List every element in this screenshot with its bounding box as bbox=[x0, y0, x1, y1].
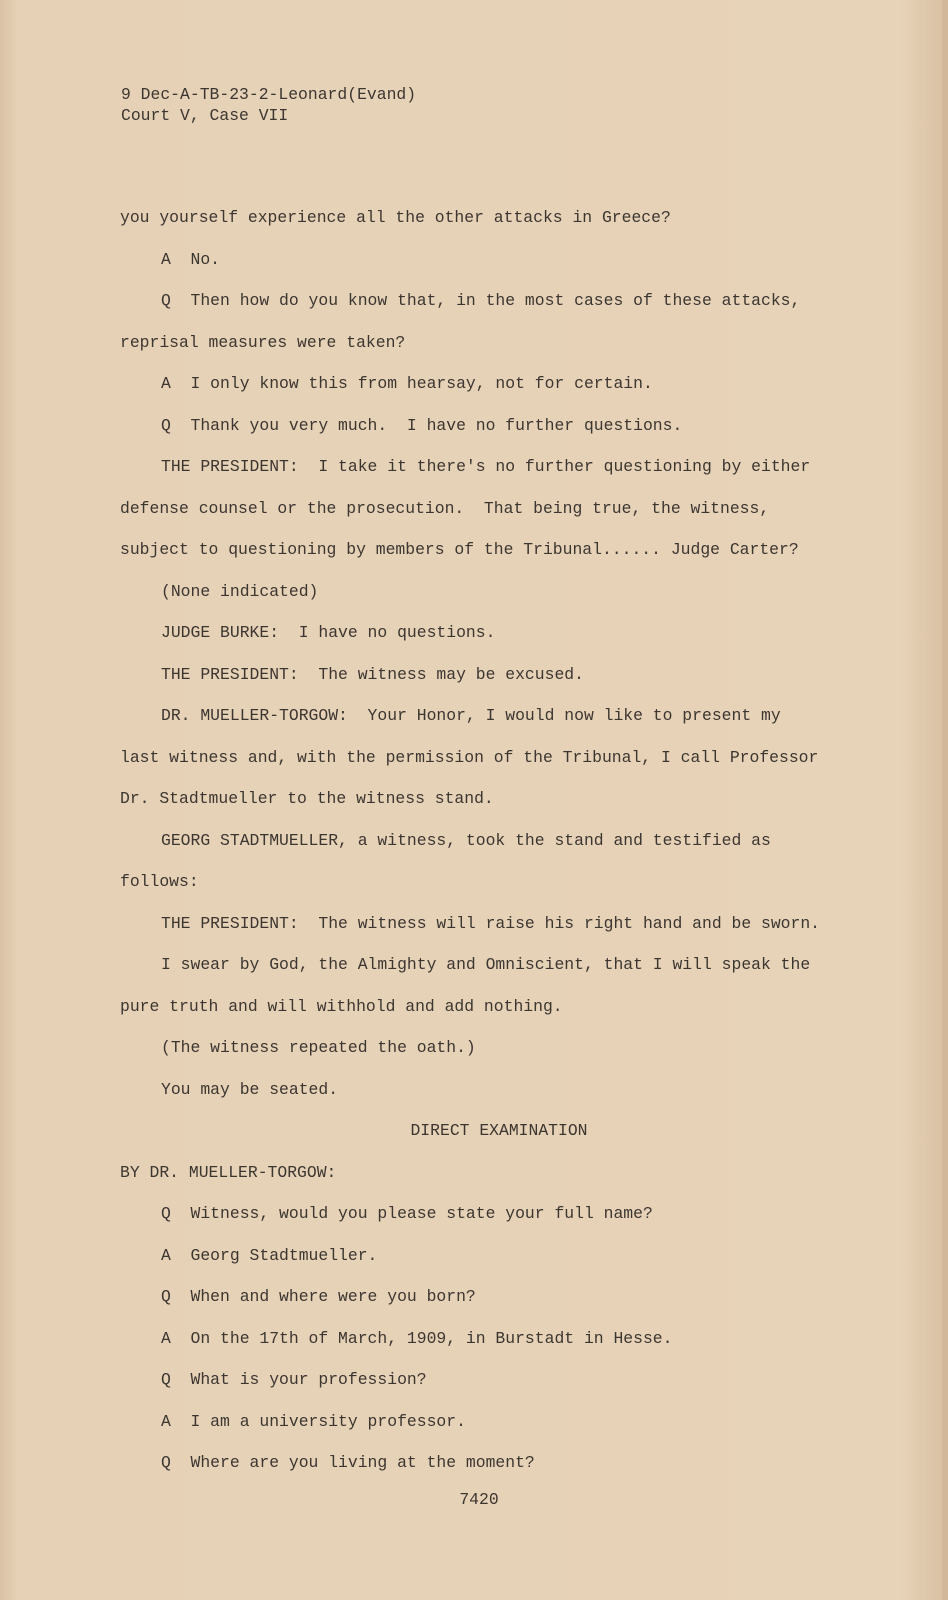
transcript-line: THE PRESIDENT: The witness will raise his right hand and be sworn. bbox=[161, 913, 821, 933]
transcript-line: A I only know this from hearsay, not for certain. bbox=[161, 374, 653, 393]
transcript-line: you yourself experience all the other attacks in Greece? bbox=[120, 208, 671, 227]
transcript-line: A I am a university professor. bbox=[161, 1411, 466, 1431]
page-number: 7420 bbox=[459, 1490, 499, 1509]
transcript-line: follows: bbox=[120, 872, 199, 891]
header-court-case: Court V, Case VII bbox=[121, 106, 289, 125]
transcript-line: JUDGE BURKE: I have no questions. bbox=[161, 623, 496, 642]
transcript-line: Q Then how do you know that, in the most cases of these attacks, bbox=[161, 291, 801, 310]
document-header bbox=[121, 84, 416, 126]
transcript-line: (The witness repeated the oath.) bbox=[161, 1038, 476, 1057]
transcript-line: A Georg Stadtmueller. bbox=[161, 1245, 378, 1265]
transcript-line: Dr. Stadtmueller to the witness stand. bbox=[120, 789, 494, 808]
header-reference: 9 Dec-A-TB-23-2-Leonard(Evand) bbox=[121, 85, 417, 104]
transcript-body bbox=[120, 207, 860, 1494]
section-heading: DIRECT EXAMINATION bbox=[410, 1121, 588, 1140]
transcript-line: Q Thank you very much. I have no further questions. bbox=[161, 415, 683, 435]
transcript-line: Q Witness, would you please state your full name? bbox=[161, 1204, 653, 1223]
transcript-line: reprisal measures were taken? bbox=[120, 332, 406, 352]
page-edge-shadow bbox=[942, 0, 948, 1600]
transcript-line: Q What is your profession? bbox=[161, 1370, 427, 1389]
transcript-line: A No. bbox=[161, 249, 221, 269]
transcript-line: THE PRESIDENT: I take it there's no further questioning by either bbox=[161, 457, 811, 476]
transcript-line: defense counsel or the prosecution. That being true, the witness, bbox=[120, 498, 770, 518]
transcript-line: You may be seated. bbox=[161, 1079, 339, 1099]
transcript-line: pure truth and will withhold and add nothing. bbox=[120, 996, 563, 1016]
transcript-line: DR. MUELLER-TORGOW: Your Honor, I would now like to present my bbox=[161, 706, 781, 725]
transcript-line: last witness and, with the permission of the Tribunal, I call Professor bbox=[120, 747, 819, 767]
transcript-line: subject to questioning by members of the Tribunal...... Judge Carter? bbox=[120, 540, 799, 559]
transcript-line: (None indicated) bbox=[161, 581, 319, 601]
transcript-line: A On the 17th of March, 1909, in Burstadt in Hesse. bbox=[161, 1328, 673, 1348]
transcript-line: I swear by God, the Almighty and Omniscient, that I will speak the bbox=[161, 955, 811, 974]
transcript-line: GEORG STADTMUELLER, a witness, took the stand and testified as bbox=[161, 830, 771, 850]
transcript-line: BY DR. MUELLER-TORGOW: bbox=[120, 1162, 337, 1182]
transcript-line: Q When and where were you born? bbox=[161, 1287, 476, 1306]
transcript-line: Q Where are you living at the moment? bbox=[161, 1453, 535, 1472]
transcript-line: THE PRESIDENT: The witness may be excused. bbox=[161, 664, 584, 684]
